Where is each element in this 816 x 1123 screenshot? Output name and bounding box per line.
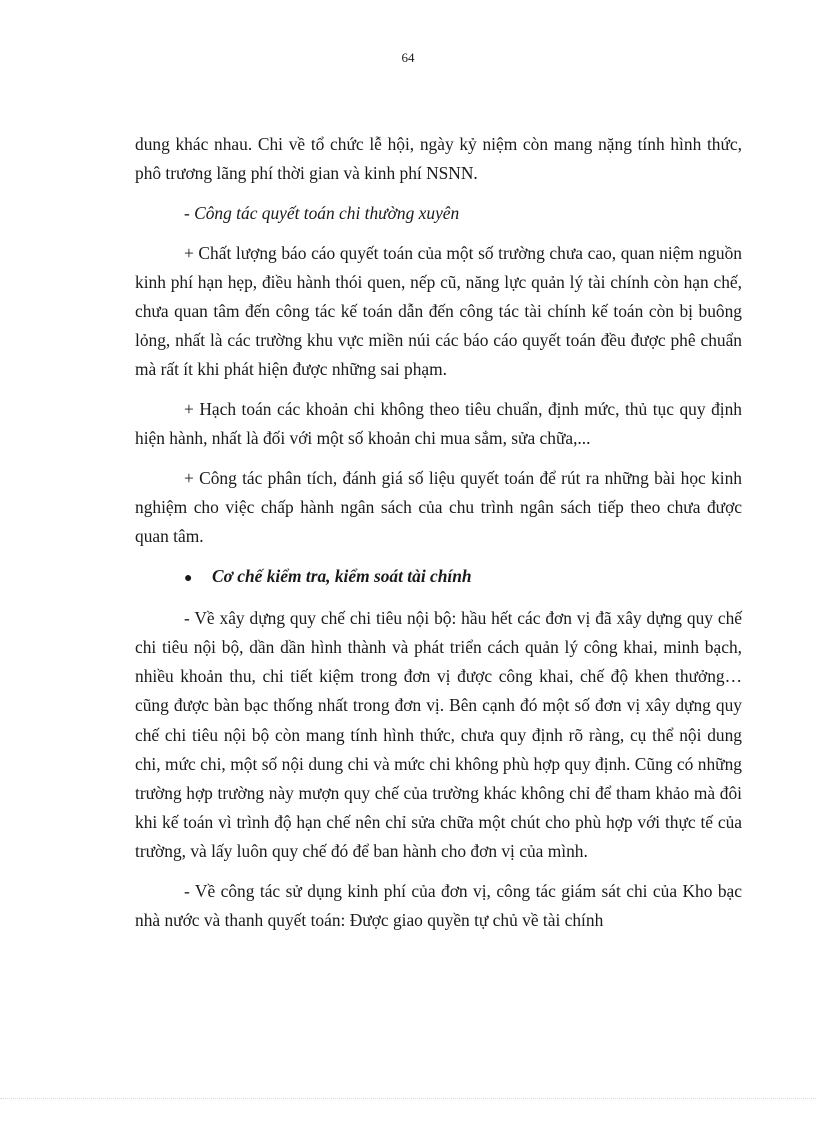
section-heading-text: Cơ chế kiểm tra, kiểm soát tài chính [212, 566, 472, 587]
paragraph-continuation: dung khác nhau. Chi về tổ chức lễ hội, ngày kỷ niệm còn mang nặng tính hình thức, phô trương lãng phí thời gian và kinh phí NSNN. [135, 134, 742, 184]
paragraph-internal-rules: - Về xây dựng quy chế chi tiêu nội bộ: hầu hết các đơn vị đã xây dựng quy chế chi tiêu nội bộ, dần dần hình thành và phát triển cách quản lý công khai, minh bạch, nhiều khoản thu, chi tiết kiệm trong đơn vị được công khai, chế độ khen thưởng…cũng được bàn bạc thống nhất trong đơn vị. Bên cạnh đó một số đơn vị xây dựng quy chế chi tiêu nội bộ còn mang tính hình thức, chưa quy định rõ ràng, cụ thể nội dung chi, mức chi, một số nội dung chi và mức chi không phù hợp quy định. Cũng có những trường hợp trường này mượn quy chế của trường khác không chỉ để tham khảo mà đôi khi kế toán vì trình độ hạn chế nên chỉ sửa chữa một chút cho phù hợp với thực tế của trường, và lấy luôn quy chế đó để ban hành cho đơn vị của mình. [135, 607, 742, 862]
section-heading [135, 562, 742, 593]
page-number: 64 [401, 50, 415, 65]
paragraph-accounting-items: + Hạch toán các khoản chi không theo tiêu chuẩn, định mức, thủ tục quy định hiện hành, nhất là đối với một số khoản chi mua sắm, sửa chữa,... [135, 399, 742, 449]
subheading-settlement: - Công tác quyết toán chi thường xuyên [184, 202, 460, 223]
paragraph-report-quality: + Chất lượng báo cáo quyết toán của một số trường chưa cao, quan niệm nguồn kinh phí hạn hẹp, điều hành thói quen, nếp cũ, năng lực quản lý tài chính còn hạn chế, chưa quan tâm đến công tác kế toán dẫn đến công tác tài chính kế toán còn bị buông lỏng, nhất là các trường khu vực miền núi các báo cáo quyết toán đều được phê chuẩn mà rất ít khi phát hiện được những sai phạm. [135, 242, 742, 380]
document-body [135, 130, 742, 946]
paragraph-budget-usage: - Về công tác sử dụng kinh phí của đơn vị, công tác giám sát chi của Kho bạc nhà nước và thanh quyết toán: Được giao quyền tự chủ về tài chính [135, 881, 742, 931]
page-bottom-divider [0, 1098, 816, 1099]
bullet-icon: ● [184, 571, 193, 587]
paragraph-analysis: + Công tác phân tích, đánh giá số liệu quyết toán để rút ra những bài học kinh nghiệm cho việc chấp hành ngân sách của chu trình ngân sách tiếp theo chưa được quan tâm. [135, 468, 742, 547]
